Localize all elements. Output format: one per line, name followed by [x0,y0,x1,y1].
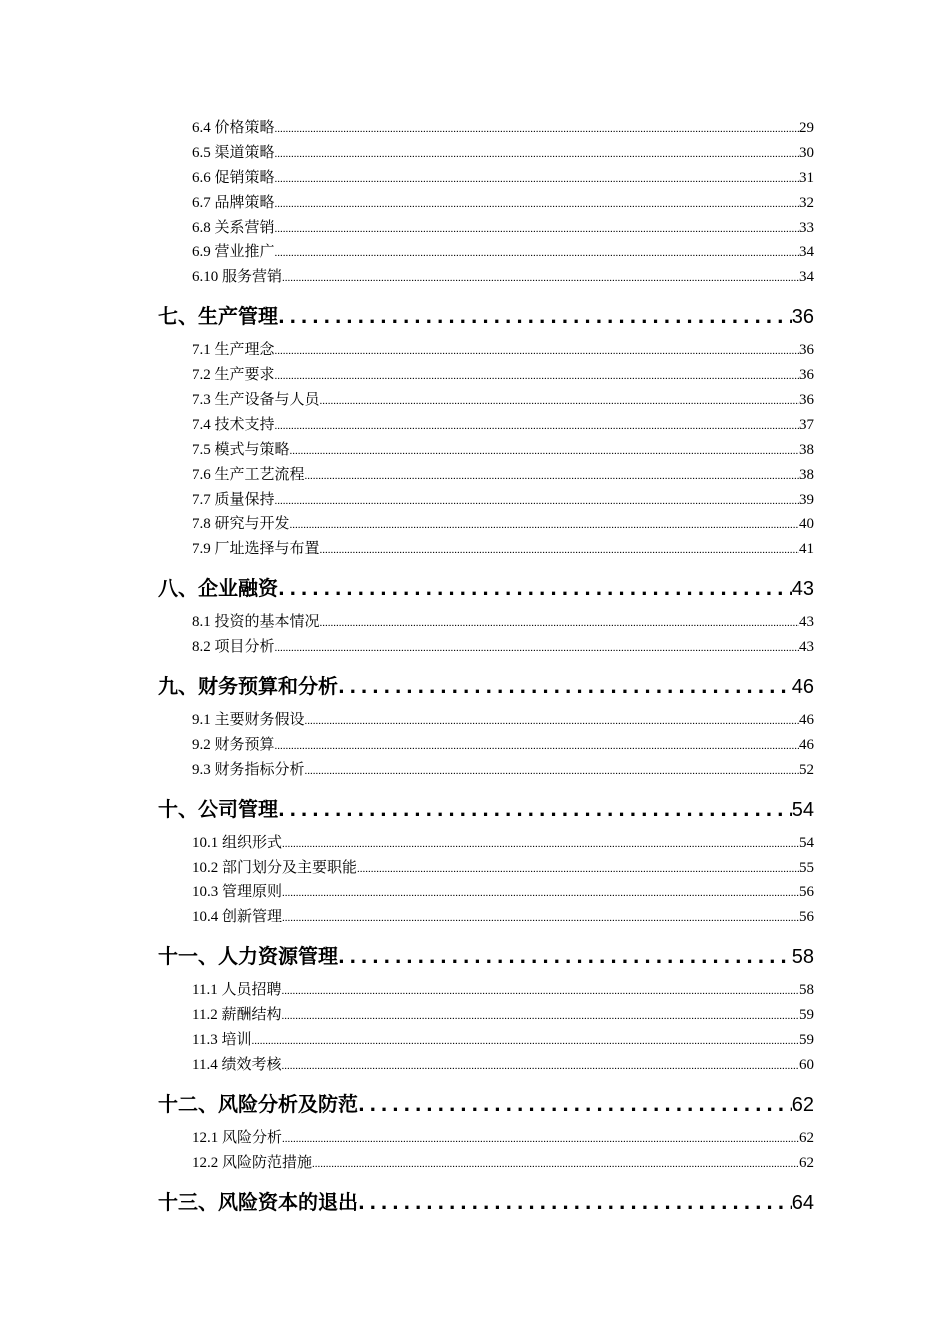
toc-entry-6-9[interactable] [158,240,814,265]
toc-entry-label: 7.3 生产设备与人员 [192,392,320,409]
toc-entry-label: 6.7 品牌策略 [192,194,275,211]
toc-page-number: 36 [799,342,814,359]
toc-page-number: 34 [799,244,814,261]
dot-leader [290,439,799,464]
toc-entry-10-1[interactable] [158,831,814,856]
toc-entry-label: 9.3 财务指标分析 [192,761,305,778]
toc-entry-label: 9.1 主要财务假设 [192,712,305,729]
dot-leader [282,1127,799,1152]
toc-entry-7-7[interactable] [158,488,814,513]
toc-chapter-label: 七、生产管理 [158,304,278,329]
dot-leader [320,611,799,636]
toc-page-number: 37 [799,416,814,433]
toc-entry-label: 7.2 生产要求 [192,367,275,384]
toc-entry-12-1[interactable] [158,1126,814,1151]
toc-page-number: 34 [799,269,814,286]
toc-entry-label: 11.2 薪酬结构 [192,1007,282,1024]
toc-page-number: 43 [791,578,814,601]
toc-page-number: 64 [791,1191,814,1214]
toc-page-number: 58 [791,946,814,969]
dot-leader [338,674,792,702]
toc-page-number: 46 [799,736,814,753]
toc-page-number: 54 [791,798,814,821]
toc-page-number: 58 [799,982,814,999]
toc-entry-8-2[interactable] [158,635,814,660]
toc-entry-11-3[interactable] [158,1028,814,1053]
toc-entry-label: 6.10 服务营销 [192,269,283,286]
toc-entry-label: 8.2 项目分析 [192,639,275,656]
dot-leader [251,1029,799,1054]
dot-leader [278,576,792,604]
toc-entry-11-4[interactable] [158,1053,814,1078]
dot-leader [358,1092,792,1120]
toc-entry-label: 6.5 渠道策略 [192,144,275,161]
toc-page-number: 31 [799,169,814,186]
toc-chapter-11[interactable] [158,942,814,970]
dot-leader [275,636,799,661]
toc-chapter-13[interactable] [158,1188,814,1216]
toc-chapter-label: 十、公司管理 [158,796,278,821]
toc-entry-9-3[interactable] [158,758,814,783]
dot-leader [282,906,799,931]
dot-leader [275,217,799,242]
toc-entry-label: 11.3 培训 [192,1032,252,1049]
toc-entry-label: 7.8 研究与开发 [192,516,290,533]
toc-page-number: 39 [799,491,814,508]
toc-entry-label: 7.5 模式与策略 [192,441,290,458]
toc-page-number: 55 [799,859,814,876]
dot-leader [338,944,792,972]
toc-entry-label: 7.6 生产工艺流程 [192,466,305,483]
toc-page-number: 32 [799,194,814,211]
toc-entry-10-4[interactable] [158,905,814,930]
dot-leader [282,881,799,906]
toc-page-number: 43 [799,614,814,631]
toc-entry-label: 8.1 投资的基本情况 [192,614,320,631]
dot-leader [275,734,799,759]
table-of-contents [158,116,814,1224]
toc-entry-label: 6.4 价格策略 [192,120,275,136]
dot-leader [290,513,799,538]
toc-page-number: 30 [799,144,814,161]
toc-page-number: 54 [799,834,814,851]
dot-leader [275,192,799,217]
toc-entry-6-7[interactable] [158,191,814,216]
dot-leader [305,464,799,489]
dot-leader [320,538,799,563]
toc-entry-label: 9.2 财务预算 [192,736,275,753]
toc-entry-label: 6.8 关系营销 [192,219,275,236]
toc-page-number: 60 [799,1056,814,1073]
toc-page-number: 29 [799,120,814,136]
toc-entry-7-3[interactable] [158,388,814,413]
dot-leader [275,167,799,192]
dot-leader [282,266,799,291]
dot-leader [275,414,799,439]
toc-entry-label: 12.2 风险防范措施 [192,1154,313,1171]
toc-page-number: 46 [791,676,814,699]
toc-entry-label: 10.1 组织形式 [192,834,283,851]
toc-page-number: 40 [799,516,814,533]
toc-entry-label: 12.1 风险分析 [192,1129,283,1146]
toc-entry-10-2[interactable] [158,856,814,881]
toc-entry-label: 6.6 促销策略 [192,169,275,186]
toc-entry-11-1[interactable] [158,978,814,1003]
dot-leader [305,709,799,734]
toc-entry-label: 11.1 人员招聘 [192,982,282,999]
toc-chapter-10[interactable] [158,795,814,823]
toc-entry-7-1[interactable] [158,338,814,363]
toc-page-number: 36 [791,306,814,329]
toc-entry-6-4[interactable] [158,116,814,141]
toc-page-number: 62 [799,1154,814,1171]
toc-chapter-label: 十一、人力资源管理 [158,944,338,969]
dot-leader [275,489,799,514]
dot-leader [275,241,799,266]
toc-entry-7-5[interactable] [158,438,814,463]
toc-entry-8-1[interactable] [158,610,814,635]
toc-page-number: 43 [799,639,814,656]
toc-entry-label: 7.9 厂址选择与布置 [192,541,320,558]
toc-entry-6-5[interactable] [158,141,814,166]
dot-leader [275,364,799,389]
toc-entry-7-6[interactable] [158,463,814,488]
toc-chapter-label: 十三、风险资本的退出 [158,1189,358,1214]
toc-entry-9-2[interactable] [158,733,814,758]
dot-leader [320,389,799,414]
toc-page-number: 52 [799,761,814,778]
toc-page-number: 62 [791,1093,814,1116]
toc-entry-7-9[interactable] [158,537,814,562]
toc-entry-label: 10.4 创新管理 [192,909,283,926]
dot-leader [358,1190,792,1218]
dot-leader [275,339,799,364]
toc-entry-7-8[interactable] [158,512,814,537]
toc-chapter-label: 八、企业融资 [158,576,278,601]
toc-page-number: 62 [799,1129,814,1146]
toc-page-number: 56 [799,884,814,901]
toc-entry-label: 7.7 质量保持 [192,491,275,508]
toc-entry-7-4[interactable] [158,413,814,438]
dot-leader [275,142,799,167]
dot-leader [305,759,799,784]
toc-entry-9-1[interactable] [158,708,814,733]
dot-leader [278,797,792,825]
toc-entry-6-10[interactable] [158,265,814,290]
toc-page-number: 33 [799,219,814,236]
toc-chapter-12[interactable] [158,1090,814,1118]
dot-leader [281,1004,799,1029]
dot-leader [282,832,799,857]
toc-entry-6-6[interactable] [158,166,814,191]
dot-leader [281,1054,799,1079]
toc-entry-label: 10.3 管理原则 [192,884,283,901]
toc-entry-label: 7.1 生产理念 [192,342,275,359]
dot-leader [281,979,799,1004]
toc-page-number: 36 [799,367,814,384]
toc-page-number: 38 [799,441,814,458]
dot-leader [357,857,799,882]
toc-entry-label: 10.2 部门划分及主要职能 [192,859,358,876]
toc-page-number: 36 [799,392,814,409]
toc-page-number: 56 [799,909,814,926]
dot-leader [278,304,792,332]
toc-entry-label: 11.4 绩效考核 [192,1056,282,1073]
toc-page-number: 46 [799,712,814,729]
dot-leader [312,1152,799,1177]
toc-page-number: 41 [799,541,814,558]
toc-chapter-8[interactable] [158,574,814,602]
toc-entry-6-8[interactable] [158,216,814,241]
toc-entry-12-2[interactable] [158,1151,814,1176]
toc-entry-label: 7.4 技术支持 [192,416,275,433]
toc-page-number: 38 [799,466,814,483]
toc-chapter-7[interactable] [158,302,814,330]
toc-chapter-label: 十二、风险分析及防范 [158,1091,358,1116]
toc-entry-7-2[interactable] [158,363,814,388]
toc-page-number: 59 [799,1032,814,1049]
toc-page-number: 59 [799,1007,814,1024]
toc-entry-10-3[interactable] [158,880,814,905]
toc-entry-11-2[interactable] [158,1003,814,1028]
toc-chapter-label: 九、财务预算和分析 [158,674,338,699]
dot-leader [275,117,799,142]
toc-entry-label: 6.9 营业推广 [192,244,275,261]
toc-chapter-9[interactable] [158,672,814,700]
